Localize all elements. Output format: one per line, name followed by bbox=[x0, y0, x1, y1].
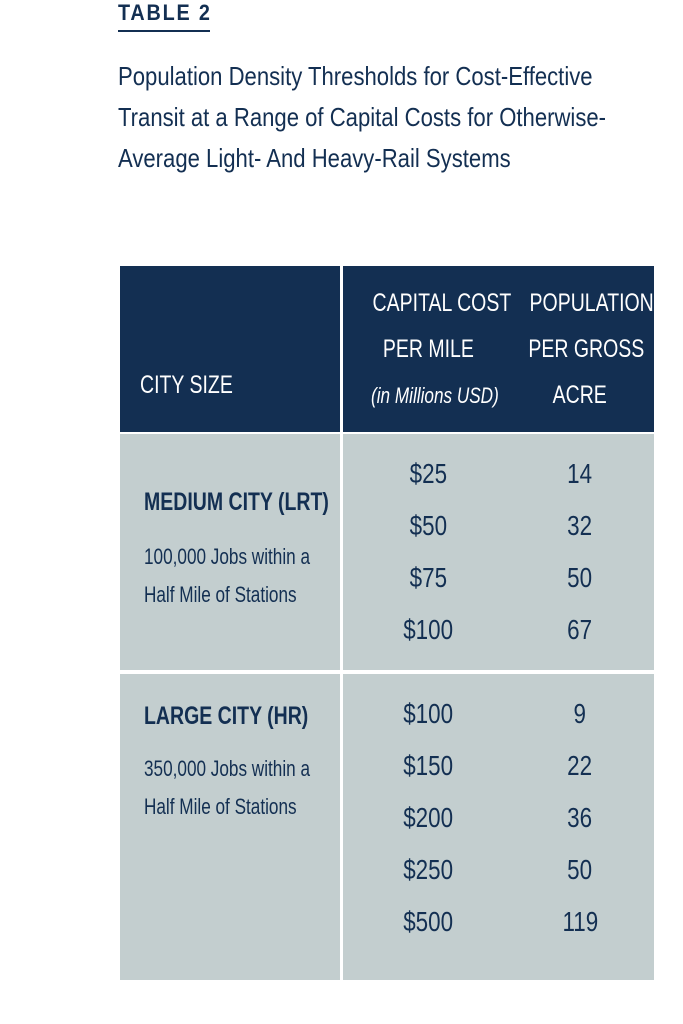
population-cell: 9 bbox=[573, 698, 587, 729]
table-row bbox=[120, 510, 654, 562]
header-capital-cost: CAPITAL COST PER MILE (in Millions USD) bbox=[371, 289, 512, 408]
city-name: LARGE CITY (HR) bbox=[144, 702, 309, 730]
city-description-line: 350,000 Jobs within a bbox=[144, 756, 311, 781]
population-cell: 22 bbox=[567, 750, 593, 781]
table-row bbox=[120, 906, 654, 958]
capital-cost-cell: $50 bbox=[409, 510, 447, 541]
group-large-city bbox=[120, 674, 654, 980]
population-cell: 50 bbox=[567, 562, 593, 593]
header-divider bbox=[340, 266, 343, 432]
title-line: Average Light- And Heavy-Rail Systems bbox=[118, 143, 511, 173]
capital-cost-cell: $250 bbox=[403, 854, 453, 885]
population-cell: 50 bbox=[567, 854, 593, 885]
header-population: POPULATION PER GROSS ACRE bbox=[528, 289, 654, 409]
data-table bbox=[120, 266, 654, 980]
capital-cost-cell: $200 bbox=[403, 802, 453, 833]
capital-cost-cell: $75 bbox=[409, 562, 447, 593]
capital-cost-cell: $500 bbox=[403, 906, 453, 937]
city-description-line: 100,000 Jobs within a bbox=[144, 544, 311, 569]
city-name: MEDIUM CITY (LRT) bbox=[144, 488, 329, 516]
table-row bbox=[120, 562, 654, 614]
table-row bbox=[120, 698, 654, 750]
header-city-size: CITY SIZE bbox=[140, 371, 233, 399]
city-description-line: Half Mile of Stations bbox=[144, 582, 297, 607]
title-line: Transit at a Range of Capital Costs for Otherwise- bbox=[118, 102, 607, 132]
capital-cost-cell: $100 bbox=[403, 698, 453, 729]
table-row bbox=[120, 750, 654, 802]
population-cell: 119 bbox=[562, 906, 598, 937]
population-cell: 14 bbox=[567, 458, 593, 489]
table-row bbox=[120, 802, 654, 854]
table-header bbox=[120, 266, 654, 432]
group-medium-city bbox=[120, 434, 654, 670]
city-description-line: Half Mile of Stations bbox=[144, 794, 297, 819]
table-row bbox=[120, 614, 654, 666]
table-row bbox=[120, 854, 654, 906]
population-cell: 32 bbox=[567, 510, 593, 541]
table-row bbox=[120, 458, 654, 510]
capital-cost-cell: $25 bbox=[409, 458, 447, 489]
column-divider bbox=[340, 432, 343, 980]
title-line: Population Density Thresholds for Cost-Effective bbox=[118, 61, 593, 91]
capital-cost-cell: $150 bbox=[403, 750, 453, 781]
table-label-underline bbox=[118, 30, 210, 32]
table-label: TABLE 2 bbox=[118, 0, 212, 25]
table-title bbox=[118, 56, 607, 179]
population-cell: 36 bbox=[567, 802, 593, 833]
capital-cost-cell: $100 bbox=[403, 614, 453, 645]
population-cell: 67 bbox=[567, 614, 593, 645]
